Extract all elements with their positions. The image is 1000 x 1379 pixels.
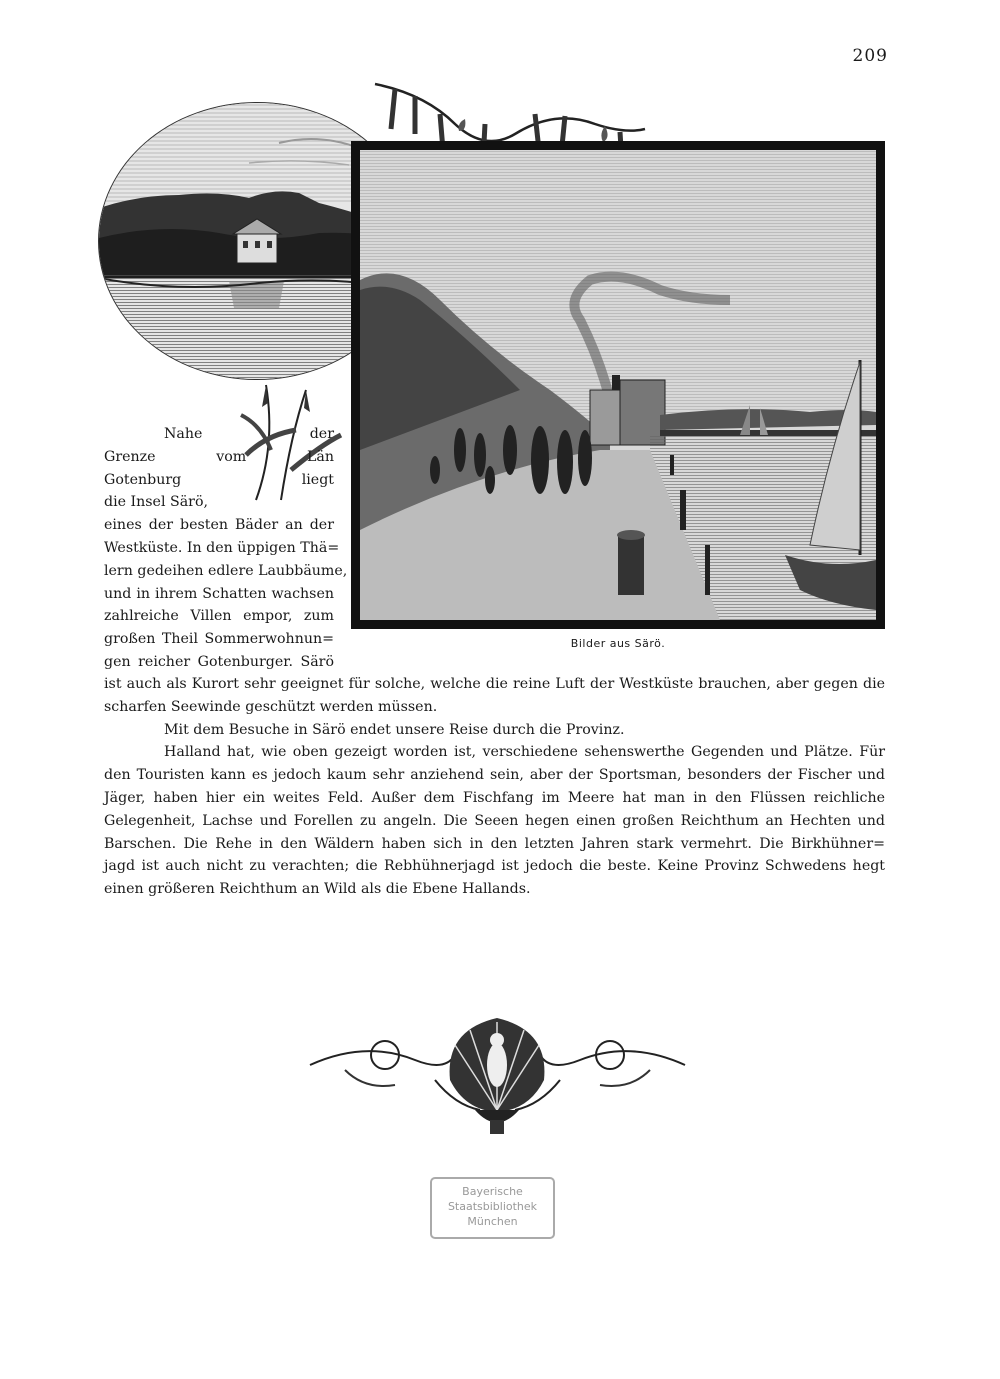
text-line: einen größeren Reichthum an Wild als die Ebene Hallands. [104, 881, 531, 898]
stamp-line: München [467, 1215, 518, 1228]
library-stamp [430, 1177, 555, 1239]
text-line: die Insel Särö, [104, 494, 209, 511]
harbour-scene-engraving [360, 150, 876, 620]
figure-caption: Bilder aus Särö. [570, 637, 666, 650]
text-line: Halland hat, wie oben gezeigt worden ist, verschiedene sehenswerthe Gegenden und Plätze. Für [164, 744, 885, 761]
text-line: jagd ist auch nicht zu verachten; die Rebhühnerjagd ist jedoch die beste. Keine Provinz Schwedens hegt [104, 858, 885, 875]
framed-illustration-saro-harbour [351, 141, 885, 629]
text-column-main [104, 673, 885, 901]
text-line: Barschen. Die Rehe in den Wäldern haben sich in den letzten Jahren stark vermehrt. Die Birkhühner= [104, 835, 885, 852]
text-line: Gelegenheit, Lachse und Forellen zu angeln. Die Seeen hegen einen großen Reichthum an Hechten und [104, 812, 885, 829]
text-line: lern gedeihen edlere Laubbäume, [104, 562, 348, 579]
text-line: zahlreiche Villen empor, zum [104, 608, 334, 625]
page-number: 209 [852, 46, 888, 66]
text-line: Mit dem Besuche in Särö endet unsere Reise durch die Provinz. [164, 721, 625, 738]
shell-tailpiece-ornament [305, 1010, 690, 1138]
text-line: gen reicher Gotenburger. Särö [104, 653, 334, 670]
text-line: ist auch als Kurort sehr geeignet für solche, welche die reine Luft der Westküste brauchen, aber gegen die [104, 676, 885, 692]
text-column-side [104, 423, 348, 674]
text-line: Nahe der [164, 426, 334, 442]
stamp-line: Bayerische [462, 1185, 523, 1198]
stamp-line: Staatsbibliothek [447, 1200, 538, 1213]
text-line: den Touristen kann es jedoch kaum sehr anziehend sein, aber der Sportsman, besonders der Fischer und [104, 767, 885, 784]
text-line: Grenze vom Län [104, 448, 334, 465]
text-line: Jäger, haben hier ein weites Feld. Außer dem Fischfang im Meere hat man in den Flüssen reichliche [104, 789, 885, 806]
text-line: scharfen Seewinde geschützt werden müssen. [104, 698, 438, 715]
text-line: eines der besten Bäder an der [104, 517, 334, 534]
text-line: Westküste. In den üppigen Thä= [104, 539, 340, 556]
text-line: und in ihrem Schatten wachsen [104, 585, 334, 602]
text-line: großen Theil Sommerwohnun= [104, 631, 334, 648]
text-line: Gotenburg liegt [104, 471, 334, 488]
